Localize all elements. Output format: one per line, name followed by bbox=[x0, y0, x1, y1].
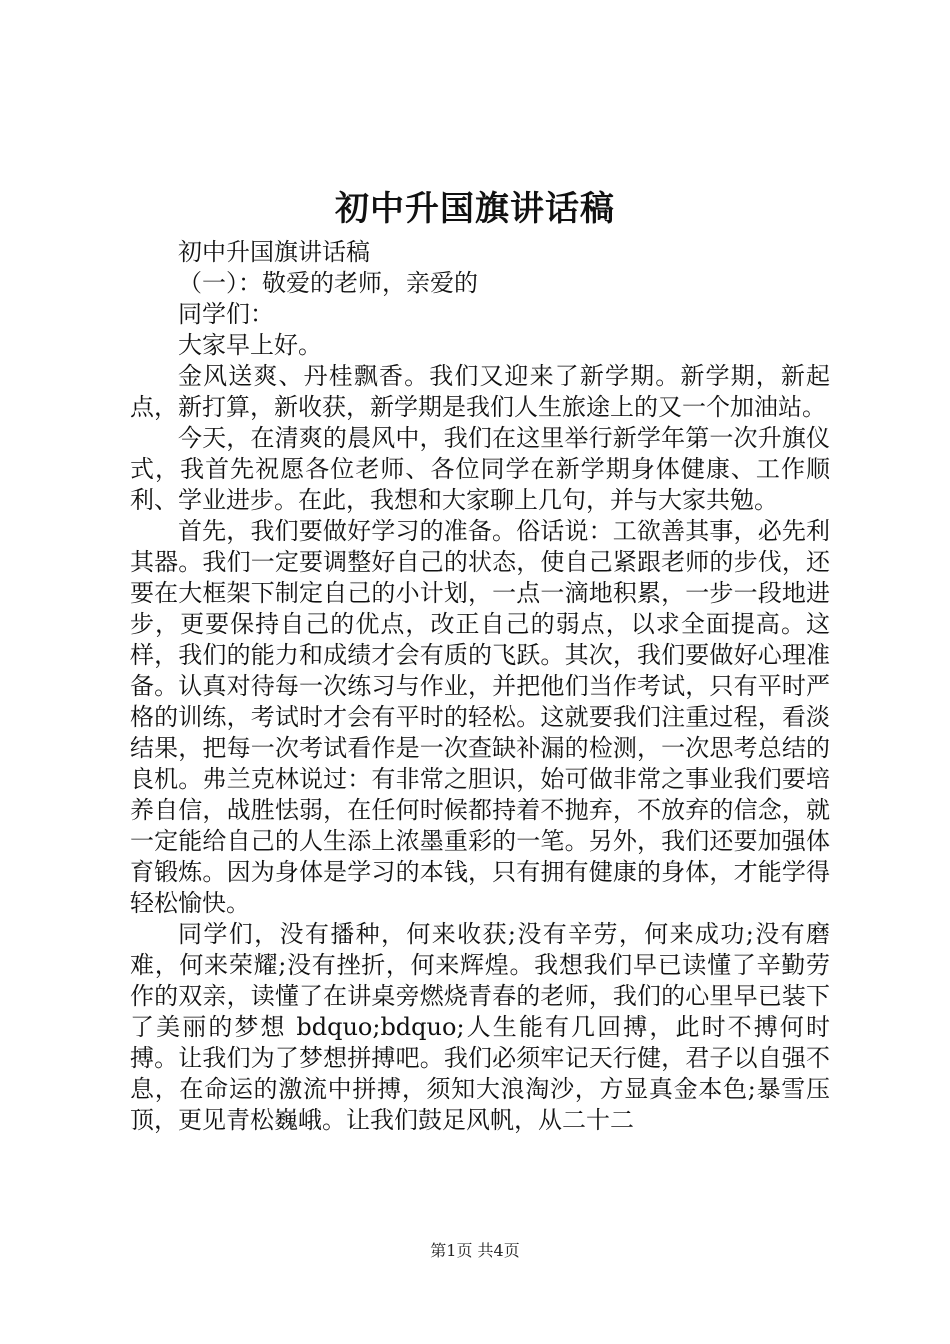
page-footer: 第1页 共4页 bbox=[430, 1241, 520, 1260]
paragraph: 金风送爽、丹桂飘香。我们又迎来了新学期。新学期，新起点，新打算，新收获，新学期是我们人生旅途上的又一个加油站。 bbox=[130, 362, 830, 421]
paragraph: 初中升国旗讲话稿 bbox=[178, 238, 370, 266]
paragraph: 首先，我们要做好学习的准备。俗话说：工欲善其事，必先利其器。我们一定要调整好自己的状态，使自己紧跟老师的步伐，还要在大框架下制定自己的小计划，一点一滴地积累，一步一段地进步，更要保持自己的优点，改正自己的弱点，以求全面提高。这样，我们的能力和成绩才会有质的飞跃。其次，我们要做好心理准备。认真对待每一次练习与作业，并把他们当作考试，只有平时严格的训练，考试时才会有平时的轻松。这就要我们注重过程，看淡结果，把每一次考试看作是一次查缺补漏的检测，一次思考总结的良机。弗兰克林说过：有非常之胆识，始可做非常之事业我们要培养自信，战胜怯弱，在任何时候都持着不抛弃，不放弃的信念，就一定能给自己的人生添上浓墨重彩的一笔。另外，我们还要加强体育锻炼。因为身体是学习的本钱，只有拥有健康的身体，才能学得轻松愉快。 bbox=[130, 517, 830, 917]
paragraph: 大家早上好。 bbox=[178, 331, 322, 359]
paragraph: 同学们： bbox=[178, 300, 274, 328]
document-body bbox=[130, 237, 830, 1136]
paragraph: 同学们，没有播种，何来收获;没有辛劳，何来成功;没有磨难，何来荣耀;没有挫折，何来辉煌。我想我们早已读懂了辛勤劳作的双亲，读懂了在讲桌旁燃烧青春的老师，我们的心里早已装下了美丽的梦想 bdquo;bdquo;人生能有几回搏，此时不搏何时搏。让我们为了梦想拼搏吧。我们必须牢记天行健，君子以自强不息，在命运的激流中拼搏，须知大浪淘沙，方显真金本色;暴雪压顶，更见青松巍峨。让我们鼓足风帆，从二十二 bbox=[130, 920, 830, 1134]
paragraph: （一）：敬爱的老师，亲爱的 bbox=[178, 269, 478, 297]
document-title: 初中升国旗讲话稿 bbox=[335, 189, 615, 229]
paragraph: 今天，在清爽的晨风中，我们在这里举行新学年第一次升旗仪式，我首先祝愿各位老师、各位同学在新学期身体健康、工作顺利、学业进步。在此，我想和大家聊上几句，并与大家共勉。 bbox=[130, 424, 830, 514]
